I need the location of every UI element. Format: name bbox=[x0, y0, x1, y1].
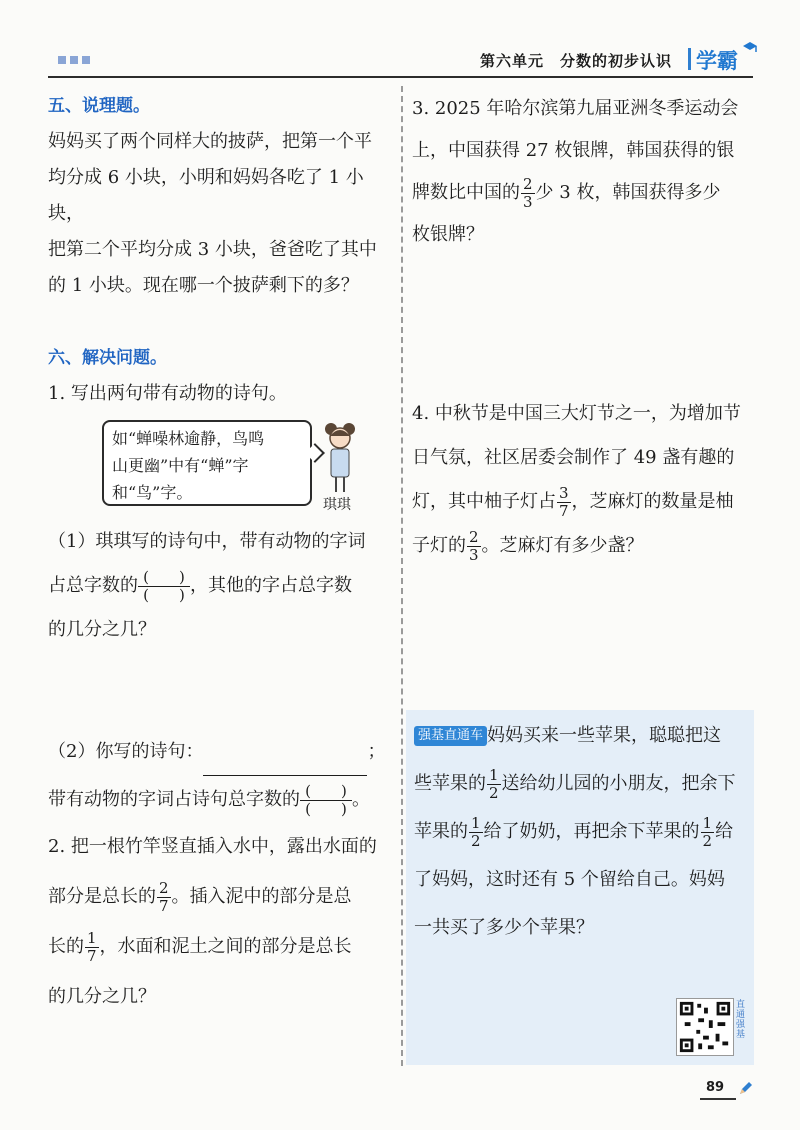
question-3 bbox=[412, 88, 757, 256]
q2-line: 长的 $\frac{1}{7}$ ，水面和泥土之间的部分是总长 bbox=[48, 928, 352, 965]
question-4 bbox=[412, 392, 757, 568]
fraction: $\frac{2}{7}$ bbox=[159, 878, 169, 915]
fraction-blank: $\frac{( )}{( )}$ bbox=[300, 783, 352, 818]
panel-line: 了妈妈，这时还有 5 个留给自己。妈妈 bbox=[414, 869, 725, 890]
q1-part2-line: 带有动物的字词占诗句总字数的 $\frac{( )}{( )}$。 bbox=[48, 781, 370, 818]
poem-answer-line[interactable] bbox=[203, 756, 367, 776]
qr-label: 直通强基 bbox=[736, 1000, 746, 1040]
q1-part1-line: 占总字数的 $\frac{( )}{( )}$，其他的字占总字数 bbox=[48, 567, 352, 604]
page-number-underline bbox=[700, 1098, 736, 1100]
q2-line: 部分是总长的 $\frac{2}{7}$ 。插入泥中的部分是总 bbox=[48, 878, 352, 915]
panel-line: 苹果的 $\frac{1}{2}$ 给了奶奶，再把余下苹果的 $\frac{1}{2}$ 给 bbox=[414, 813, 734, 850]
section-5-title: 五、说理题。 bbox=[48, 96, 150, 116]
graduation-cap-icon bbox=[742, 40, 758, 54]
header-separator bbox=[688, 48, 691, 70]
fraction: $\frac{2}{3}$ bbox=[523, 174, 533, 211]
question-1-parts bbox=[48, 520, 393, 652]
section-5 bbox=[48, 88, 393, 304]
panel-line: 些苹果的 $\frac{1}{2}$ 送给幼儿园的小朋友，把余下 bbox=[414, 765, 736, 802]
q3-line: 3. 2025 年哈尔滨第九届亚洲冬季运动会 bbox=[412, 98, 739, 119]
speech-bubble bbox=[102, 420, 312, 506]
pencil-icon bbox=[738, 1080, 754, 1096]
panel-line: 强基直通车 妈妈买来一些苹果，聪聪把这 bbox=[414, 712, 756, 760]
fraction: $\frac{3}{7}$ bbox=[559, 483, 569, 520]
question-1-part2 bbox=[48, 728, 393, 824]
section-5-line: 均分成 6 小块，小明和妈妈各吃了 1 小块， bbox=[48, 167, 364, 224]
column-divider bbox=[401, 86, 403, 1066]
qr-code[interactable] bbox=[676, 998, 734, 1056]
fraction: $\frac{1}{2}$ bbox=[702, 813, 713, 850]
challenge-question bbox=[414, 712, 756, 952]
q3-line: 上，中国获得 27 枚银牌，韩国获得的银 bbox=[412, 140, 735, 161]
q4-line: 日气氛，社区居委会制作了 49 盏有趣的 bbox=[412, 447, 735, 468]
q2-line: 的几分之几？ bbox=[48, 986, 156, 1007]
unit-title: 第六单元 分数的初步认识 bbox=[480, 52, 673, 70]
q4-line: 灯，其中柚子灯占 $\frac{3}{7}$ ，芝麻灯的数量是柚 bbox=[412, 483, 734, 520]
panel-line: 一共买了多少个苹果？ bbox=[414, 917, 594, 938]
q2-line: 2. 把一根竹竿竖直插入水中，露出水面的 bbox=[48, 836, 377, 857]
page-header bbox=[0, 0, 800, 78]
q1-part1-line: 的几分之几？ bbox=[48, 619, 156, 640]
q1-part1-line: （1）琪琪写的诗句中，带有动物的字词 bbox=[48, 531, 366, 552]
q4-line: 子灯的 $\frac{2}{3}$ 。芝麻灯有多少盏？ bbox=[412, 527, 644, 564]
q3-line: 枚银牌？ bbox=[412, 224, 484, 245]
girl-illustration bbox=[320, 420, 360, 496]
header-decoration bbox=[58, 56, 90, 64]
q4-line: 4. 中秋节是中国三大灯节之一，为增加节 bbox=[412, 403, 741, 424]
fraction: $\frac{1}{7}$ bbox=[87, 928, 97, 965]
fraction: $\frac{1}{2}$ bbox=[471, 813, 481, 850]
section-6-title: 六、解决问题。 bbox=[48, 348, 167, 368]
q3-line: 牌数比中国的 $\frac{2}{3}$ 少 3 枚，韩国获得多少 bbox=[412, 174, 721, 211]
fraction-blank: $\frac{( )}{( )}$ bbox=[138, 569, 190, 604]
fraction: $\frac{1}{2}$ bbox=[489, 765, 499, 802]
fraction: $\frac{2}{3}$ bbox=[469, 527, 479, 564]
section-5-line: 把第二个平均分成 3 小块，爸爸吃了其中 bbox=[48, 239, 377, 260]
header-rule bbox=[48, 76, 753, 78]
question-1-text: 1. 写出两句带有动物的诗句。 bbox=[48, 383, 287, 404]
section-5-line: 的 1 小块。现在哪一个披萨剩下的多？ bbox=[48, 275, 359, 296]
speech-line: 和“鸟”字。 bbox=[112, 483, 193, 502]
q1-part2-line: （2）你写的诗句： ； bbox=[48, 728, 393, 776]
speech-line: 山更幽”中有“蝉”字 bbox=[112, 456, 249, 475]
speaker-name: 琪琪 bbox=[323, 497, 351, 513]
speech-line: 如“蝉噪林逾静，鸟鸣 bbox=[112, 429, 265, 448]
section-5-line: 妈妈买了两个同样大的披萨，把第一个平 bbox=[48, 131, 372, 152]
question-2 bbox=[48, 822, 393, 1022]
panel-badge: 强基直通车 bbox=[414, 726, 487, 746]
page-number: 89 bbox=[706, 1080, 725, 1095]
brand-logo: 学霸 bbox=[696, 49, 738, 73]
section-6-header bbox=[48, 340, 393, 412]
